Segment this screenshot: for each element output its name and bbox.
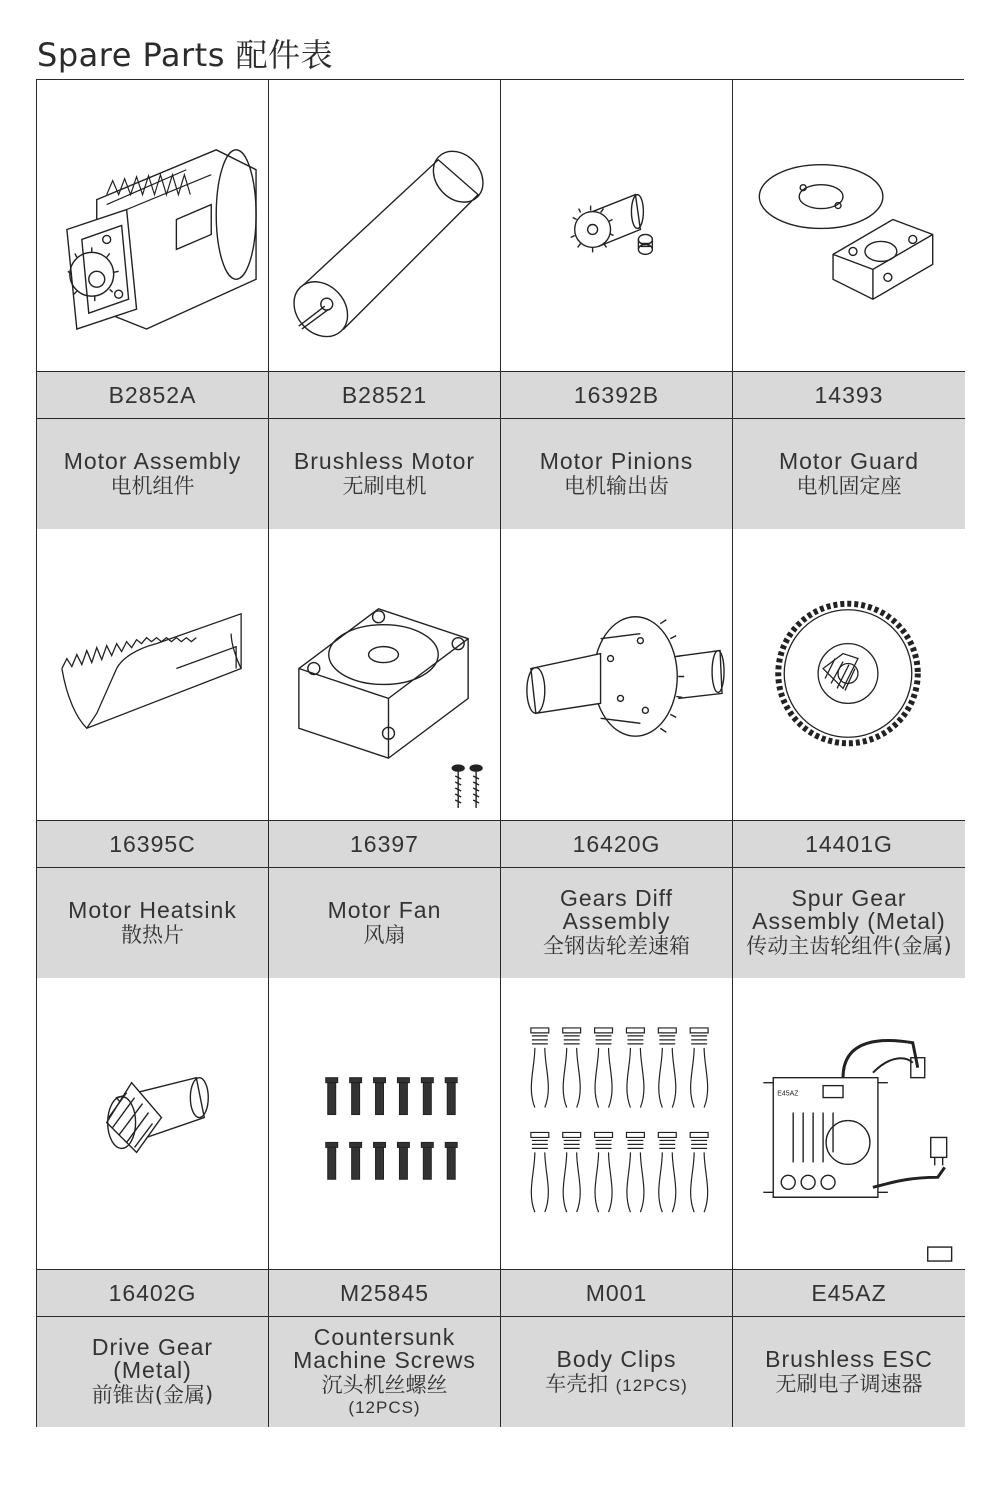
motor-assembly-icon (37, 80, 268, 372)
part-name-cn: 无刷电机 (342, 473, 427, 498)
part-name (733, 419, 965, 529)
part-name-en: Motor Pinions (539, 447, 694, 474)
part-cell (269, 978, 501, 1427)
part-code: 16420G (501, 821, 732, 868)
screws-icon (269, 978, 500, 1270)
part-name (269, 1317, 500, 1427)
part-name-cn: 全钢齿轮差速箱 (543, 934, 690, 958)
part-code: 16395C (37, 821, 268, 868)
part-quantity: (12PCS) (615, 1375, 688, 1395)
part-name-en: Spur Gear (791, 885, 907, 911)
part-cell (269, 529, 501, 978)
esc-label: E45AZ (777, 1090, 799, 1098)
part-name-en: Drive Gear (91, 1334, 214, 1360)
part-cell (733, 80, 965, 529)
part-name-en: Motor Guard (778, 447, 920, 474)
motor-guard-icon (733, 80, 965, 372)
spur-gear-icon (733, 529, 965, 821)
part-code: 16392B (501, 372, 732, 419)
part-code: E45AZ (733, 1270, 965, 1317)
esc-icon (733, 978, 965, 1270)
part-code: 14393 (733, 372, 965, 419)
part-name (733, 1317, 965, 1427)
part-cell (37, 80, 269, 529)
part-cell (269, 80, 501, 529)
part-name-cn: 风扇 (363, 922, 406, 947)
part-cell (733, 978, 965, 1427)
part-code: M25845 (269, 1270, 500, 1317)
part-name (501, 419, 732, 529)
part-name-cn: 无刷电子调速器 (775, 1371, 923, 1396)
part-code: 16402G (37, 1270, 268, 1317)
part-name-en-line2: Assembly (562, 908, 671, 934)
part-name-en-line2: Machine Screws (293, 1347, 476, 1373)
part-quantity: (12PCS) (348, 1398, 421, 1417)
part-cell (37, 978, 269, 1427)
part-cell (733, 529, 965, 978)
part-cell (501, 80, 733, 529)
part-name (501, 868, 732, 978)
page-title: Spare Parts 配件表 (37, 36, 334, 74)
part-name-en: Brushless ESC (765, 1345, 933, 1372)
spare-parts-table (36, 79, 964, 1427)
part-name-cn: 电机输出齿 (564, 473, 669, 498)
table-row (37, 978, 963, 1427)
part-code: B28521 (269, 372, 500, 419)
part-name-en: Gears Diff (559, 885, 674, 911)
part-name (501, 1317, 732, 1427)
part-name (733, 868, 965, 978)
part-name-en: Brushless Motor (293, 447, 476, 474)
part-name (269, 868, 500, 978)
part-cell (501, 529, 733, 978)
part-name-en: Motor Fan (327, 896, 442, 923)
part-name-en: Motor Heatsink (68, 896, 237, 923)
part-name (269, 419, 500, 529)
part-name-cn: 电机固定座 (796, 473, 902, 498)
part-name (37, 419, 268, 529)
part-cell (37, 529, 269, 978)
part-name-cn: 传动主齿轮组件(金属) (746, 934, 952, 958)
table-row (37, 529, 963, 978)
brushless-motor-icon (269, 80, 500, 372)
part-name (37, 1317, 268, 1427)
part-name-cn: 车壳扣 (545, 1371, 609, 1396)
part-name (37, 868, 268, 978)
drive-gear-icon (37, 978, 268, 1270)
part-name-en-line2: Assembly (Metal) (752, 908, 946, 934)
part-name-en: Motor Assembly (63, 447, 242, 474)
part-name-cn: 散热片 (121, 922, 184, 947)
part-code: 14401G (733, 821, 965, 868)
part-name-en: Body Clips (556, 1345, 677, 1372)
part-code: B2852A (37, 372, 268, 419)
part-name-cn: 电机组件 (110, 473, 195, 498)
part-code: 16397 (269, 821, 500, 868)
part-name-cn-line (545, 1371, 688, 1397)
motor-fan-icon (269, 529, 500, 821)
table-row (37, 80, 963, 529)
part-name-en: Countersunk (313, 1324, 456, 1350)
part-name-cn: 沉头机丝螺丝 (321, 1373, 448, 1397)
part-cell (501, 978, 733, 1427)
part-code: M001 (501, 1270, 732, 1317)
motor-pinion-icon (501, 80, 732, 372)
body-clips-icon (501, 978, 732, 1270)
gear-diff-icon (501, 529, 732, 821)
part-name-cn: 前锥齿(金属) (91, 1383, 214, 1407)
part-name-en-line2: (Metal) (113, 1357, 192, 1383)
heatsink-icon (37, 529, 268, 821)
